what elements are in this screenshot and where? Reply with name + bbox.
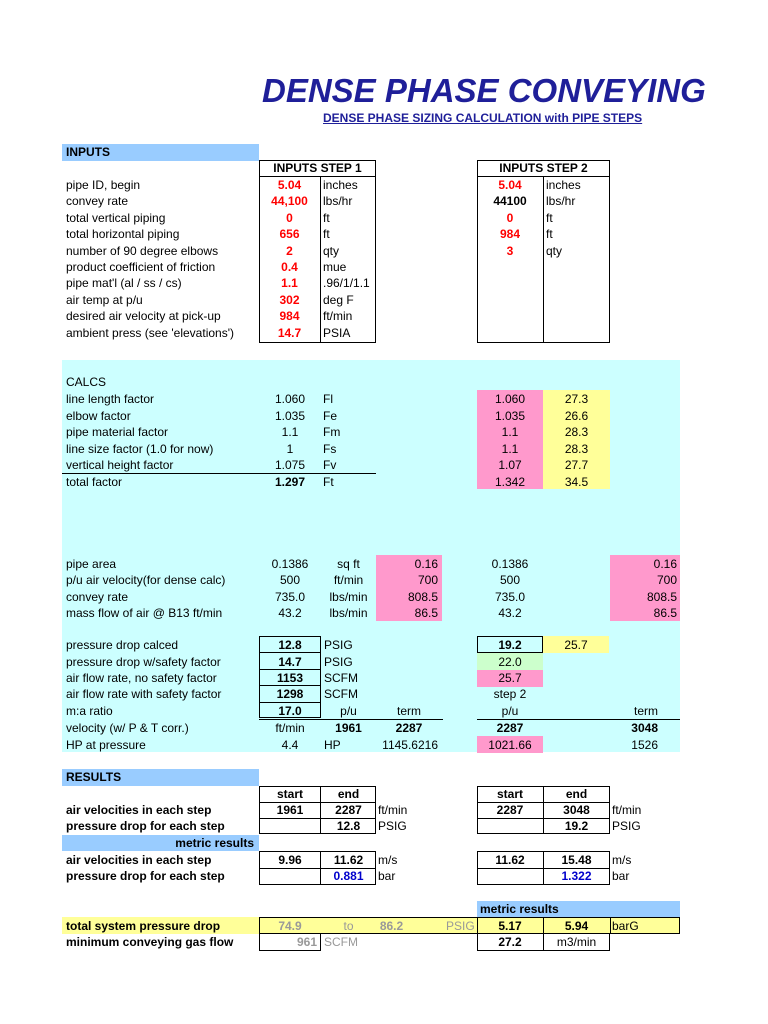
total-m1: 5.17 (498, 919, 522, 933)
calc-row-v3: 28.3 (564, 441, 589, 456)
input-row-label: product coefficient of friction (66, 260, 216, 274)
area-row-p2: 0.16 (653, 557, 677, 571)
total-unit: PSIG (446, 919, 475, 933)
pd-sf-unit: PSIG (324, 655, 353, 669)
calc-row-v3: 27.3 (564, 392, 589, 406)
pd-sf-label: pressure drop w/safety factor (66, 655, 221, 669)
area-row-label: convey rate (66, 589, 129, 604)
afrsf-label: air flow rate with safety factor (66, 687, 222, 701)
input-row-u1: .96/1/1.1 (323, 276, 370, 291)
input-row-u2: ft (546, 210, 553, 225)
calc-row-label: total factor (66, 474, 123, 489)
area-row-v2: 43.2 (498, 605, 522, 620)
vel-pu2: 2287 (496, 721, 524, 735)
area-row-p2: 700 (656, 573, 677, 588)
results-pd-unit-1: PSIG (378, 819, 407, 833)
area-row-u1: sq ft (337, 557, 360, 571)
calcs-header: CALCS (66, 375, 107, 389)
results-mvel-s1-start: 9.96 (278, 853, 302, 867)
results-mvel-s2-start: 11.62 (495, 853, 525, 867)
total-m-unit: barG (612, 919, 639, 933)
area-row-u1: lbs/min (329, 589, 368, 604)
calc-row-label: vertical height factor (66, 458, 174, 472)
page-subtitle: DENSE PHASE SIZING CALCULATION with PIPE STEPS (323, 111, 643, 125)
input-row-u1: mue (323, 260, 347, 274)
vel-label: velocity (w/ P & T corr.) (66, 721, 189, 735)
input-row-v2: 984 (499, 227, 521, 242)
input-row-u1: qty (323, 243, 340, 258)
calc-row-label: elbow factor (66, 408, 131, 423)
pd-sf-v2: 22.0 (498, 655, 522, 669)
area-row-p2: 808.5 (646, 589, 677, 604)
pd-calced-v3: 25.7 (564, 638, 588, 652)
results-s1-start-header: start (276, 787, 303, 801)
input-row-label: air temp at p/u (66, 292, 143, 307)
input-row-v1: 0.4 (281, 260, 298, 274)
input-row-v1: 0 (286, 210, 293, 225)
afr-unit: SCFM (324, 671, 358, 685)
input-row-v1: 656 (279, 227, 300, 242)
hp-unit: HP (324, 738, 341, 752)
calc-row-v1: 1.297 (274, 474, 306, 489)
results-pd-label: pressure drop for each step (66, 819, 225, 833)
input-row-v1: 1.1 (281, 276, 298, 291)
results-mpd-label: pressure drop for each step (66, 869, 225, 883)
input-row-u2: qty (546, 243, 563, 258)
calc-row-v2: 1.1 (501, 425, 519, 439)
calc-row-sym: Fl (323, 392, 333, 406)
results-s2-end-header: end (565, 787, 588, 801)
hp-v1: 4.4 (281, 738, 299, 752)
input-row-v2: 0 (506, 210, 514, 225)
results-mvel-label: air velocities in each step (66, 853, 212, 867)
results-header: RESULTS (66, 770, 122, 784)
afr-label: air flow rate, no safety factor (66, 671, 217, 685)
results-s1-end-header: end (337, 787, 360, 801)
total-v1: 74.9 (278, 919, 302, 933)
calc-row-v2: 1.060 (494, 392, 526, 406)
afrsf-v2: step 2 (493, 687, 527, 701)
area-row-v1: 735.0 (274, 589, 306, 604)
metric-results-header: metric results (175, 836, 254, 850)
input-row-label: total horizontal piping (66, 227, 180, 242)
area-row-p1: 86.5 (414, 605, 438, 620)
area-row-u1: lbs/min (329, 605, 368, 620)
metric-results-header-2: metric results (480, 902, 559, 916)
inputs-step2-header: INPUTS STEP 2 (499, 161, 588, 175)
total-label: total system pressure drop (66, 919, 221, 933)
area-row-p1: 0.16 (414, 557, 438, 571)
ma-v1: 17.0 (278, 704, 302, 718)
input-row-v1: 302 (279, 292, 300, 307)
calc-row-v2: 1.342 (494, 474, 526, 489)
inputs-step1-header: INPUTS STEP 1 (273, 161, 362, 175)
area-row-label: pipe area (66, 557, 117, 571)
hp-label: HP at pressure (66, 738, 146, 752)
input-row-u1: PSIA (323, 325, 351, 340)
input-row-u2: inches (546, 178, 581, 192)
vel-term2: 3048 (631, 721, 658, 735)
ma-term2: term (634, 704, 658, 718)
hp-v3: 1021.66 (488, 738, 532, 752)
gas-v: 961 (296, 935, 317, 949)
input-row-u1: ft/min (323, 309, 353, 324)
input-row-u1: deg F (323, 292, 354, 307)
results-vel-s2-start: 2287 (496, 803, 524, 817)
calc-row-v1: 1.075 (274, 458, 306, 472)
results-mpd-unit-2: bar (612, 869, 630, 883)
input-row-v1: 5.04 (277, 178, 302, 192)
input-row-label: pipe mat'l (al / ss / cs) (66, 276, 182, 291)
input-row-label: number of 90 degree elbows (66, 243, 219, 258)
results-pd-s2: 19.2 (564, 819, 589, 833)
input-row-v1: 984 (279, 309, 300, 324)
gas-unit: SCFM (324, 935, 358, 949)
hp-v2: 1145.6216 (382, 738, 438, 752)
calc-row-label: line size factor (1.0 for now) (66, 441, 214, 456)
ma-label: m:a ratio (66, 704, 113, 718)
results-vel-s1-start: 1961 (276, 803, 304, 817)
results-vel-s1-end: 2287 (335, 803, 362, 817)
area-row-v1: 500 (279, 573, 301, 588)
input-row-label: total vertical piping (66, 210, 166, 225)
input-row-v1: 44,100 (271, 194, 308, 209)
input-row-label: desired air velocity at pick-up (66, 309, 221, 324)
calc-row-sym: Fs (323, 441, 337, 456)
area-row-v2: 0.1386 (491, 557, 529, 571)
calc-row-v1: 1 (286, 441, 294, 456)
pd-calced-v2: 19.2 (498, 638, 522, 652)
vel-term1: 2287 (395, 721, 423, 735)
gas-label: minimum conveying gas flow (66, 935, 234, 949)
afrsf-v1: 1298 (276, 687, 304, 701)
calc-row-v3: 26.6 (564, 408, 589, 423)
calc-row-v1: 1.1 (281, 425, 299, 439)
area-row-p1: 700 (417, 573, 438, 588)
calc-row-v3: 27.7 (564, 458, 589, 472)
input-row-label: convey rate (66, 194, 129, 209)
calc-row-v2: 1.1 (501, 441, 519, 456)
ma-pu2: p/u (501, 704, 519, 718)
results-vel-unit-2: ft/min (612, 803, 642, 817)
gas-m: 27.2 (498, 935, 522, 949)
inputs-header: INPUTS (66, 145, 111, 159)
calc-row-label: line length factor (66, 392, 155, 406)
results-mvel-unit-1: m/s (378, 853, 398, 867)
area-row-u1: ft/min (333, 573, 364, 588)
results-mvel-s2-end: 15.48 (561, 853, 592, 867)
vel-unit: ft/min (275, 721, 305, 735)
afrsf-unit: SCFM (324, 687, 358, 701)
results-pd-unit-2: PSIG (612, 819, 641, 833)
area-row-p2: 86.5 (653, 605, 677, 620)
calc-row-sym: Fv (323, 458, 337, 472)
results-mvel-s1-end: 11.62 (333, 853, 364, 867)
area-row-label: p/u air velocity(for dense calc) (66, 573, 226, 588)
input-row-u1: ft (323, 227, 330, 242)
pd-sf-v1: 14.7 (278, 655, 302, 669)
input-row-u1: inches (323, 178, 358, 192)
results-s2-start-header: start (496, 787, 523, 801)
area-row-v1: 43.2 (278, 605, 302, 620)
area-row-v2: 735.0 (494, 589, 526, 604)
area-row-v1: 0.1386 (271, 557, 309, 571)
ma-term1: term (397, 704, 421, 718)
area-row-label: mass flow of air @ B13 ft/min (66, 605, 223, 620)
afr-v2: 25.7 (498, 671, 522, 685)
gas-m-unit: m3/min (556, 935, 597, 949)
calc-row-sym: Fm (323, 425, 341, 439)
total-to: to (343, 919, 354, 933)
results-mvel-unit-2: m/s (612, 853, 632, 867)
calc-row-v2: 1.035 (494, 408, 526, 423)
afr-v1: 1153 (276, 671, 304, 685)
calc-row-sym: Ft (323, 474, 334, 489)
area-row-p1: 808.5 (407, 589, 438, 604)
hp-v4: 1526 (631, 738, 658, 752)
total-m2: 5.94 (564, 919, 589, 933)
input-row-v2: 44100 (493, 194, 527, 209)
pd-calced-label: pressure drop calced (66, 638, 179, 652)
results-mpd-s2: 1.322 (561, 869, 592, 883)
input-row-u1: ft (323, 210, 330, 225)
calc-row-sym: Fe (323, 408, 338, 423)
vel-pu1: 1961 (335, 721, 362, 735)
total-v2: 86.2 (379, 919, 404, 933)
results-mpd-s1: 0.881 (333, 869, 364, 883)
calc-row-v3: 34.5 (564, 474, 589, 489)
input-row-v2: 3 (506, 243, 514, 258)
pd-calced-v1: 12.8 (278, 638, 302, 652)
page-title: DENSE PHASE CONVEYING (262, 72, 706, 109)
pd-calced-unit: PSIG (324, 638, 353, 652)
calc-row-v2: 1.07 (498, 458, 522, 472)
area-row-v2: 500 (499, 573, 521, 588)
input-row-v1: 14.7 (277, 325, 302, 340)
calc-row-v1: 1.035 (274, 408, 306, 423)
input-row-v2: 5.04 (498, 178, 522, 192)
results-mpd-unit-1: bar (378, 869, 396, 883)
calc-row-label: pipe material factor (66, 425, 169, 439)
calc-row-v1: 1.060 (274, 392, 306, 406)
input-row-u1: lbs/hr (323, 194, 353, 209)
ma-pu1: p/u (340, 704, 357, 718)
results-vel-label: air velocities in each step (66, 803, 212, 817)
input-row-u2: ft (546, 227, 553, 242)
results-vel-unit-1: ft/min (378, 803, 408, 817)
input-row-u2: lbs/hr (546, 194, 576, 209)
input-row-label: pipe ID, begin (66, 178, 141, 192)
results-vel-s2-end: 3048 (563, 803, 590, 817)
calc-row-v3: 28.3 (564, 425, 589, 439)
results-pd-s1: 12.8 (336, 819, 361, 833)
input-row-v1: 2 (286, 243, 293, 258)
input-row-label: ambient press (see 'elevations') (66, 325, 234, 340)
